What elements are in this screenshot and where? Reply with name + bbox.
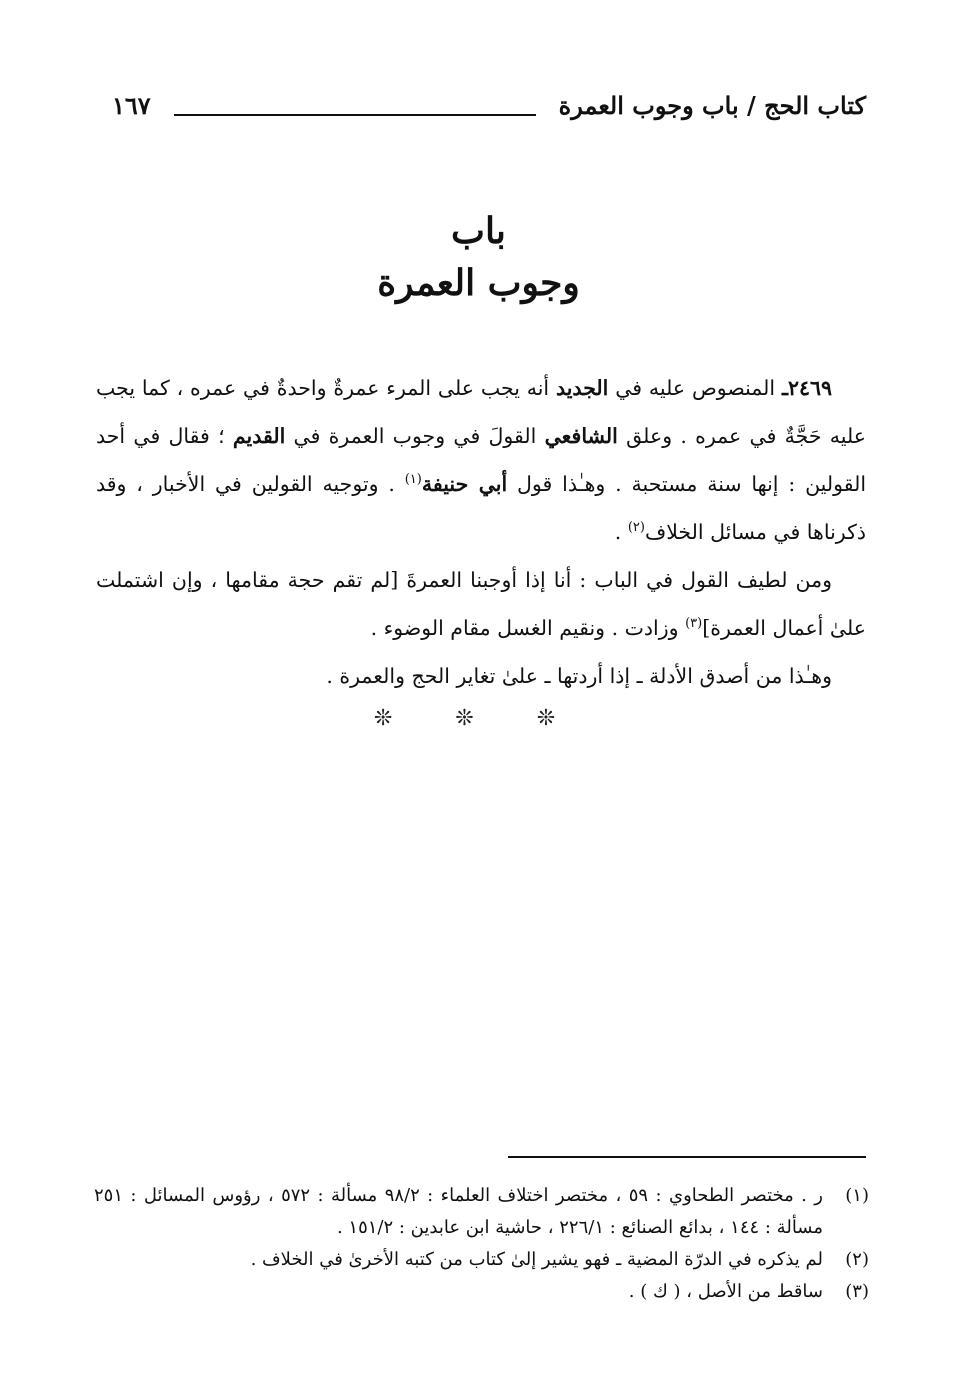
bold-term: القديم [232, 424, 286, 448]
footnote-text: ساقط من الأصل ، ( ك ) . [628, 1281, 823, 1302]
footnote-number: (٢) [845, 1249, 869, 1270]
header-title: كتاب الحج / باب وجوب العمرة [558, 91, 866, 120]
paragraph-2 [96, 556, 866, 652]
paragraph-number: ٢٤٦٩ـ [781, 376, 832, 400]
paragraph-3: وهـٰذا من أصدق الأدلة ـ إذا أردتها ـ علىٰ تغاير الحج والعمرة . [326, 664, 832, 688]
section-separator: ❊ ❊ ❊ [373, 706, 584, 731]
body-text [96, 364, 866, 700]
text-segment: القولَ في وجوب العمرة في [285, 424, 545, 448]
text-segment: وزادت . ونقيم الغسل مقام الوضوء . [370, 616, 686, 640]
footnote-number: (١) [845, 1185, 869, 1206]
text-segment: . وتوجيه القولين في الأخبار ، وقد ذكرناها في مسائل الخلاف [96, 472, 866, 544]
text-segment: ؛ فقال في أحد القولين : إنها سنة مستحبة . وهـٰذا قول [96, 424, 867, 496]
paragraph-1 [96, 364, 866, 556]
footnote-number: (٣) [845, 1281, 869, 1302]
footnote-rule [508, 1156, 866, 1158]
text-segment: أنه يجب على المرء عمرةٌ واحدةٌ في عمره ، كما يجب عليه حَجَّةٌ في عمره . وعلق [96, 376, 866, 448]
footnote-text: لم يذكره في الدرّة المضية ـ فهو يشير إلىٰ كتاب من كتبه الأخرىٰ في الخلاف . [250, 1249, 823, 1270]
page-number: ١٦٧ [112, 91, 151, 120]
header-rule [174, 114, 536, 116]
bold-term: الجديد [555, 376, 609, 400]
footnote-2 [94, 1244, 869, 1276]
footnote-1 [94, 1180, 869, 1244]
text-segment: المنصوص عليه في [608, 376, 782, 400]
running-header [112, 86, 866, 126]
text-segment: . [614, 520, 628, 544]
footnote-text: ر . مختصر الطحاوي : ٥٩ ، مختصر اختلاف العلماء : ٩٨/٢ مسألة : ٥٧٢ ، رؤوس المسائل : ٢٥١ مسألة : ١٤٤ ، بدائع الصنائع : ٢٢٦/١ ، حاشية ابن عابدين : ١٥١/٢ . [94, 1185, 823, 1238]
text-segment: ومن لطيف القول في الباب : أنا إذا أوجبنا العمرةَ [لم تقم حجة مقامها ، وإن اشتملت علىٰ أعمال العمرة] [96, 568, 866, 640]
footnotes [94, 1180, 869, 1308]
footnote-3 [94, 1276, 869, 1308]
footnote-ref: (٢) [627, 520, 645, 536]
footnote-ref: (٣) [685, 616, 703, 632]
chapter-heading-line2: وجوب العمرة [377, 262, 580, 304]
bold-term: أبي حنيفة [421, 472, 508, 496]
chapter-heading-line1: باب [451, 210, 506, 252]
chapter-heading [0, 205, 957, 309]
footnote-ref: (١) [404, 472, 422, 488]
bold-term: الشافعي [544, 424, 618, 448]
